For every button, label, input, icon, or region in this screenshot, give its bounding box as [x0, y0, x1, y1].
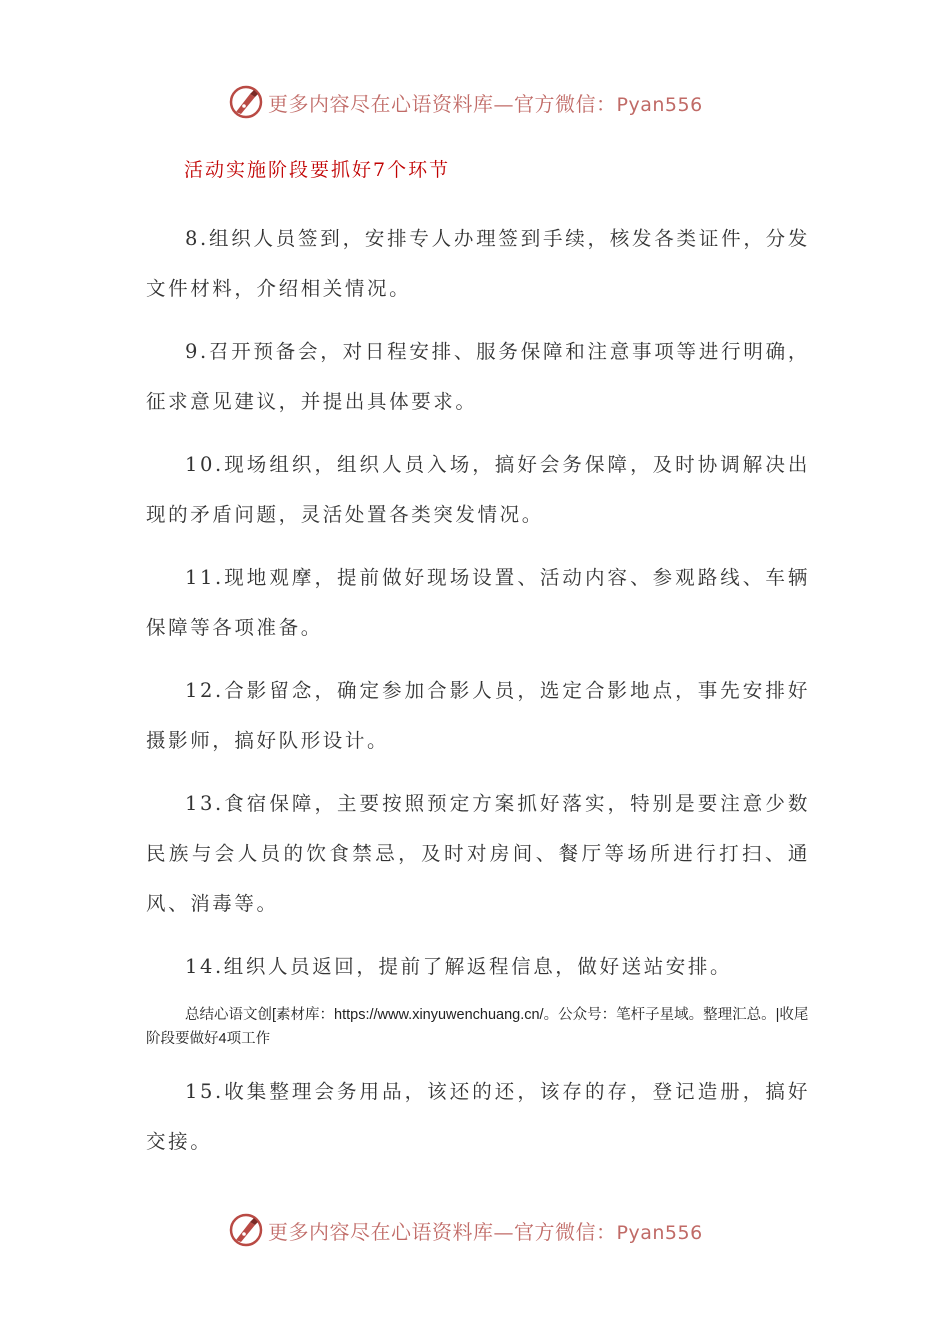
pen-nib-logo-icon	[228, 84, 264, 120]
header-banner	[228, 82, 703, 122]
paragraph-12: 12.合影留念，确定参加合影人员，选定合影地点，事先安排好摄影师，搞好队形设计。	[146, 679, 810, 752]
wechat-id: Pyan556	[616, 93, 703, 116]
paragraph-9: 9.召开预备会，对日程安排、服务保障和注意事项等进行明确，征求意见建议，并提出具体要求。	[146, 340, 810, 413]
paragraph-14: 14.组织人员返回，提前了解返程信息，做好送站安排。	[185, 955, 733, 978]
paragraph-13: 13.食宿保障，主要按照预定方案抓好落实，特别是要注意少数民族与会人员的饮食禁忌，及时对房间、餐厅等场所进行打扫、通风、消毒等。	[146, 792, 810, 915]
banner-text: 更多内容尽在心语资料库—官方微信：Pyan556	[268, 1219, 703, 1244]
document-body	[146, 214, 810, 1180]
footer-banner	[228, 1210, 703, 1250]
paragraph-11: 11.现地观摩，提前做好现场设置、活动内容、参观路线、车辆保障等各项准备。	[146, 566, 810, 639]
banner-text: 更多内容尽在心语资料库—官方微信：Pyan556	[268, 91, 703, 116]
paragraph-10: 10.现场组织，组织人员入场，搞好会务保障，及时协调解决出现的矛盾问题，灵活处置各类突发情况。	[146, 453, 810, 526]
paragraph-15: 15.收集整理会务用品，该还的还，该存的存，登记造册，搞好交接。	[146, 1080, 810, 1153]
paragraph-8: 8.组织人员签到，安排专人办理签到手续，核发各类证件，分发文件材料，介绍相关情况。	[146, 227, 810, 300]
source-note: 总结心语文创[素材库：https://www.xinyuwenchuang.cn/。公众号：笔杆子星域。整理汇总。|收尾阶段要做好4项工作	[146, 1007, 809, 1047]
pen-nib-logo-icon	[228, 1212, 264, 1248]
wechat-id: Pyan556	[616, 1221, 703, 1244]
section-title: 活动实施阶段要抓好7个环节	[184, 159, 451, 181]
